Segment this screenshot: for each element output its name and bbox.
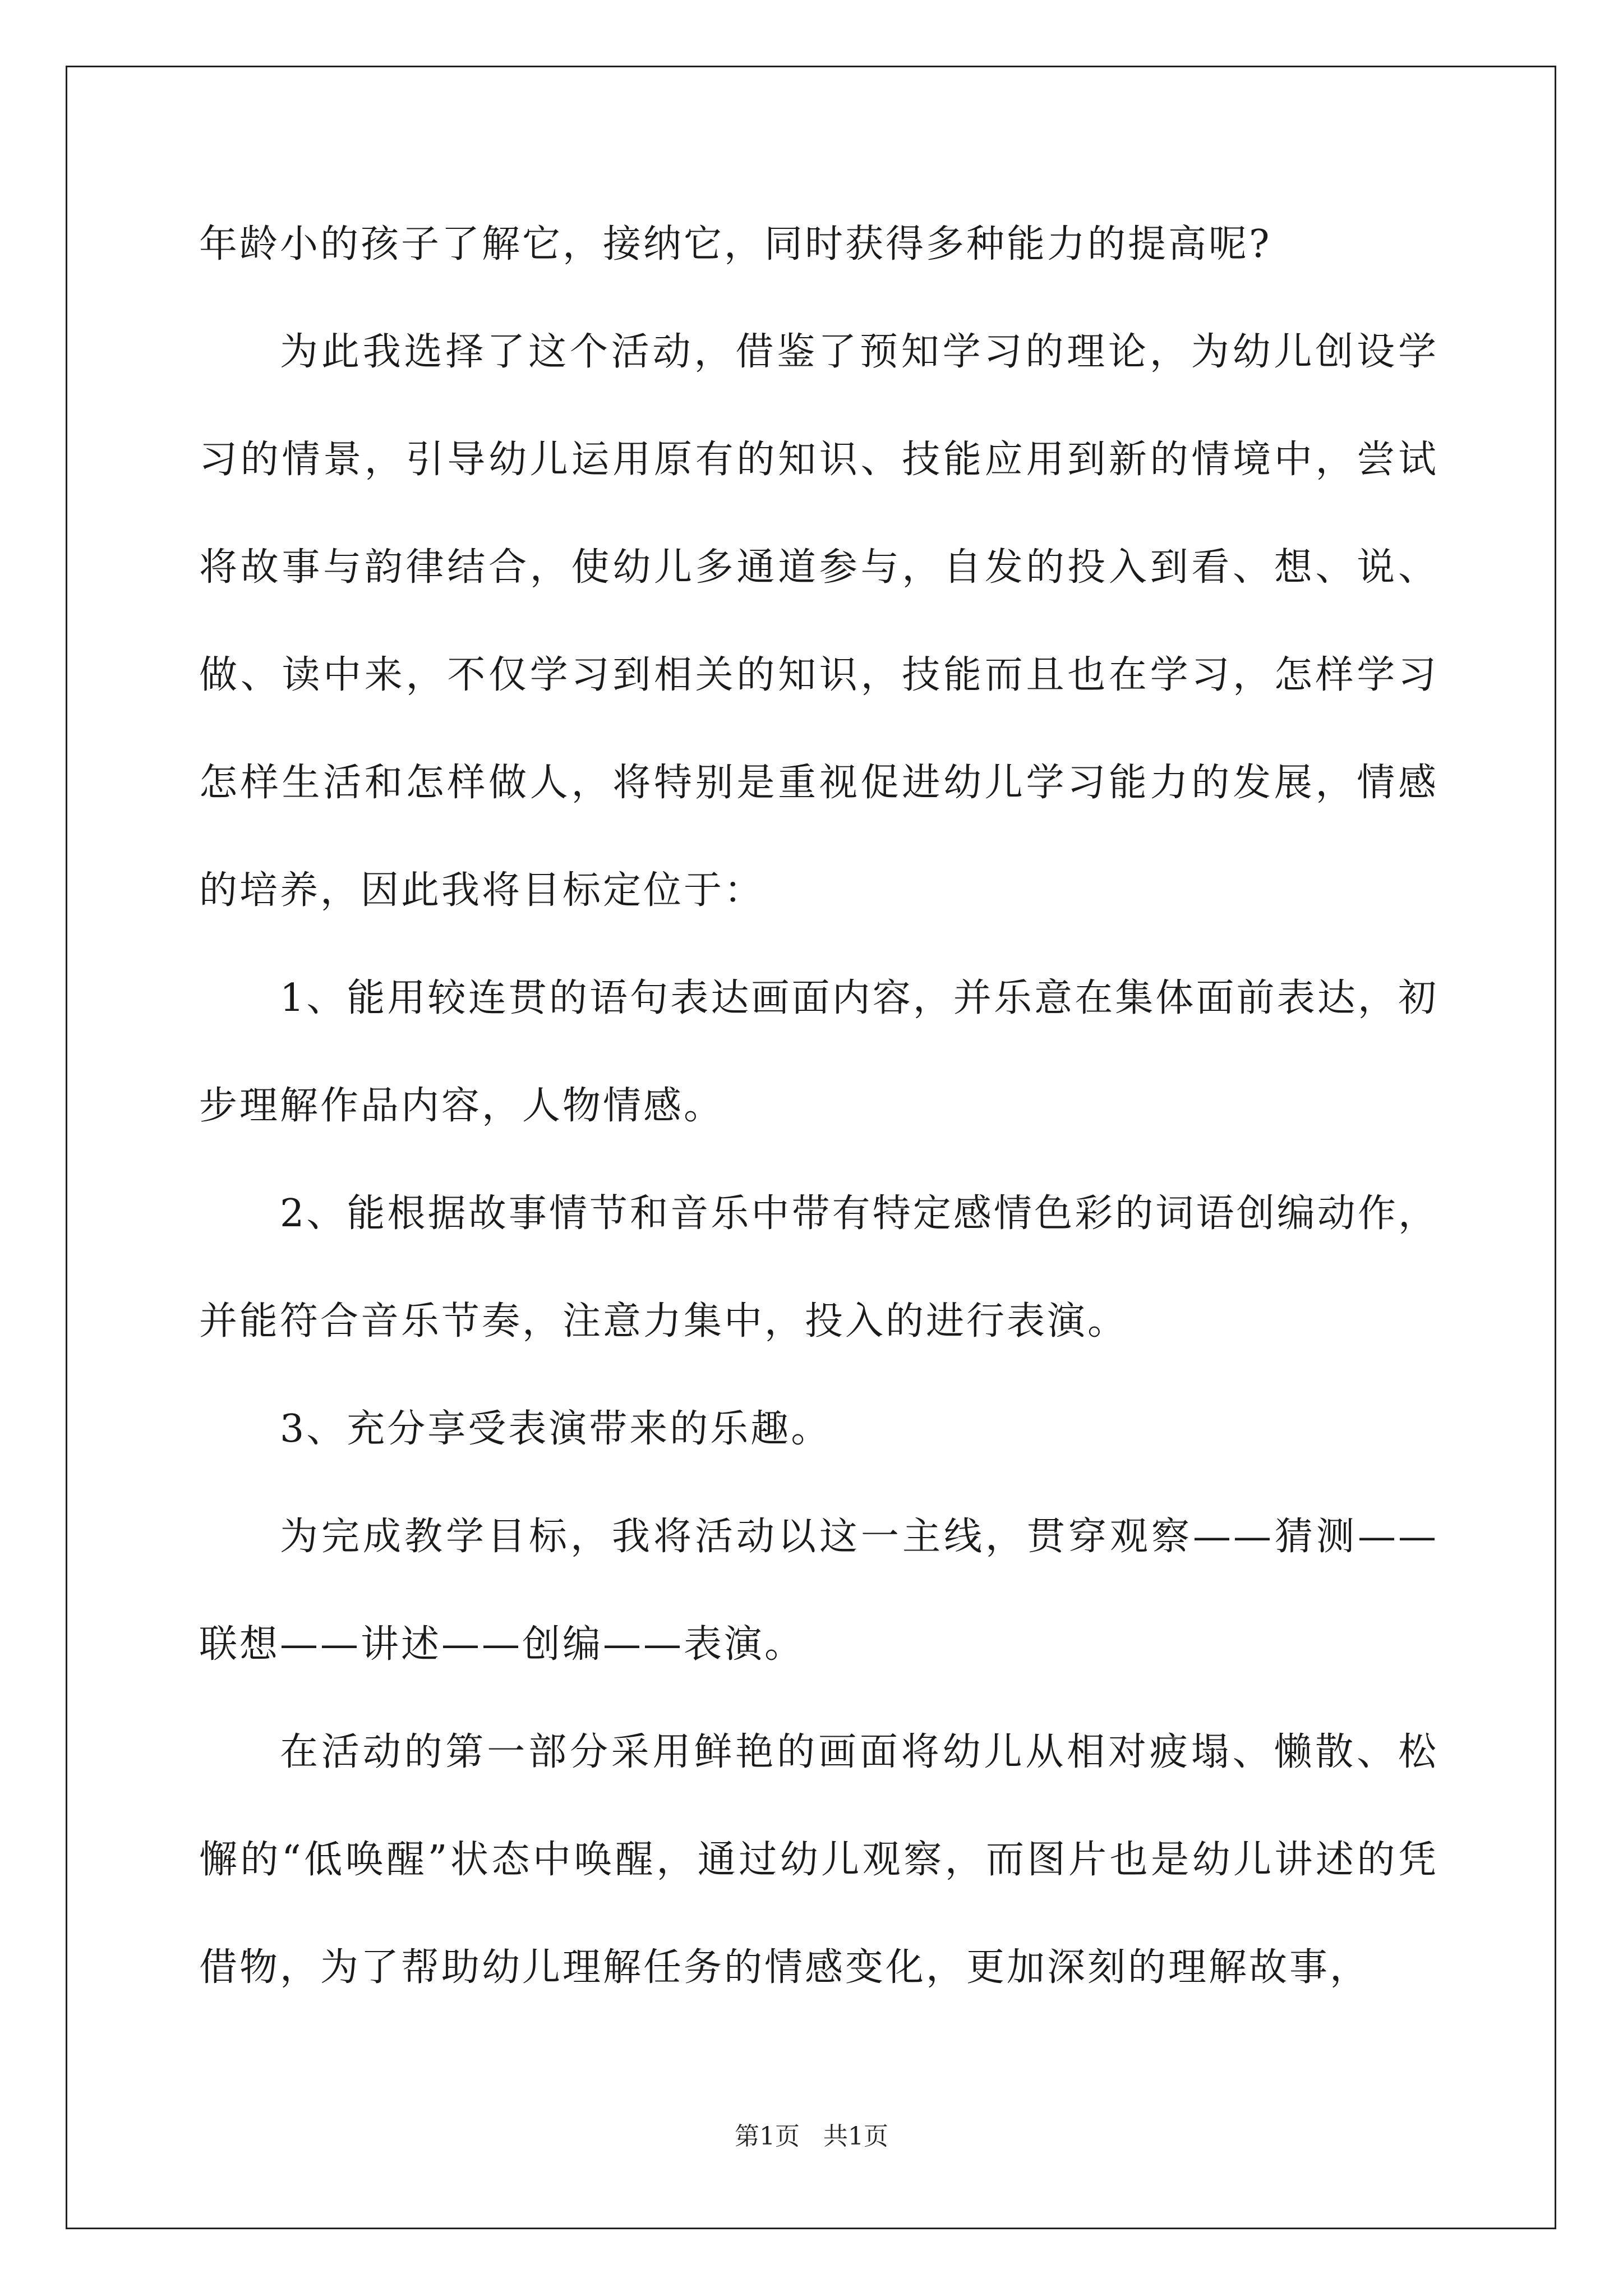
paragraph-4: 2、能根据故事情节和音乐中带有特定感情色彩的词语创编动作，并能符合音乐节奏，注意力集中，投入的进行表演。: [199, 1191, 1438, 1343]
paragraph-1: 年龄小的孩子了解它，接纳它，同时获得多种能力的提高呢?: [199, 222, 1272, 266]
page-footer: [0, 2116, 1623, 2152]
document-body: [199, 191, 1438, 2022]
paragraph-2: 为此我选择了这个活动，借鉴了预知学习的理论，为幼儿创设学习的情景，引导幼儿运用原有的知识、技能应用到新的情境中，尝试将故事与韵律结合，使幼儿多通道参与，自发的投入到看、想、说、做、读中来，不仅学习到相关的知识，技能而且也在学习，怎样学习怎样生活和怎样做人，将特别是重视促进幼儿学习能力的发展，情感的培养，因此我将目标定位于：: [199, 330, 1438, 913]
page-number-total: 共1页: [823, 2122, 888, 2151]
paragraph-7: 在活动的第一部分采用鲜艳的画面将幼儿从相对疲塌、懒散、松懈的“低唤醒”状态中唤醒，通过幼儿观察，而图片也是幼儿讲述的凭借物，为了帮助幼儿理解任务的情感变化，更加深刻的理解故事，: [199, 1730, 1438, 1990]
paragraph-6: 为完成教学目标，我将活动以这一主线，贯穿观察——猜测——联想——讲述——创编——表演。: [199, 1515, 1438, 1667]
page-number-current: 第1页: [735, 2122, 800, 2151]
paragraph-5: 3、充分享受表演带来的乐趣。: [280, 1407, 832, 1451]
paragraph-3: 1、能用较连贯的语句表达画面内容，并乐意在集体面前表达，初步理解作品内容，人物情感。: [199, 976, 1438, 1128]
